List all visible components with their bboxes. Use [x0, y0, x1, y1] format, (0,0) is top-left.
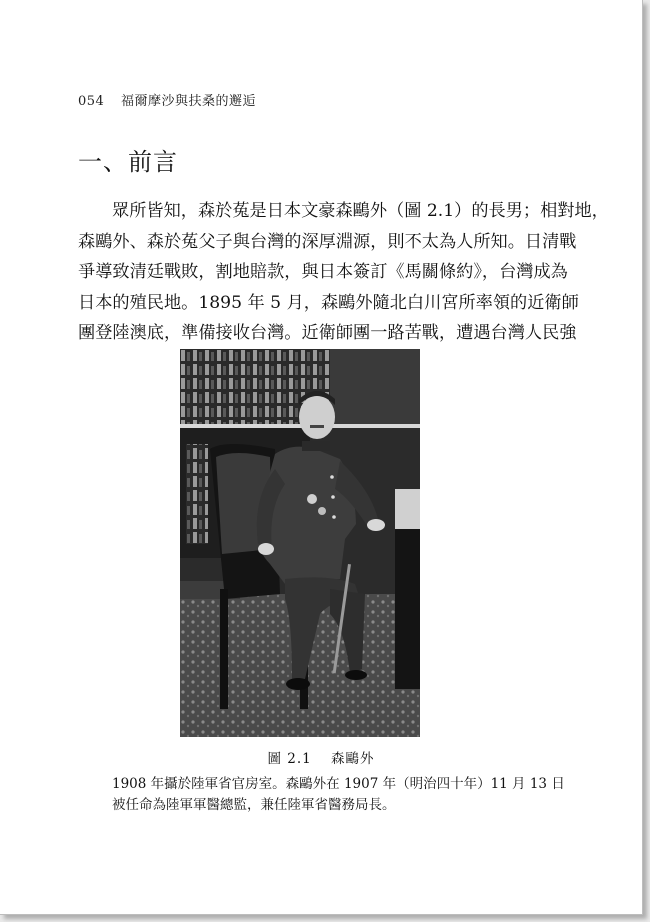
figure-title: 森鷗外	[331, 751, 375, 767]
body-paragraph	[78, 196, 609, 349]
book-title: 福爾摩沙與扶桑的邂逅	[120, 94, 256, 109]
caption-line: 1908 年攝於陸軍省官房室。森鷗外在 1907 年（明治四十年）11 月 13 日	[112, 776, 565, 792]
figure-number: 圖 2.1	[267, 751, 312, 767]
paragraph-line: 日本的殖民地。1895 年 5 月，森鷗外隨北白川宮所率領的近衛師	[78, 292, 579, 313]
paragraph-line: 森鷗外、森於菟父子與台灣的深厚淵源，則不太為人所知。日清戰	[78, 231, 577, 252]
paragraph-line: 團登陸澳底，準備接收台灣。近衛師團一路苦戰，遭遇台灣人民強	[78, 323, 577, 343]
caption-line: 被任命為陸軍軍醫總監，兼任陸軍省醫務局長。	[112, 797, 396, 813]
figure-caption-title	[0, 747, 642, 767]
page-number: 054	[78, 94, 105, 109]
portrait-photo	[180, 349, 420, 737]
paragraph-line: 眾所皆知，森於菟是日本文豪森鷗外（圖 2.1）的長男；相對地，	[112, 201, 609, 221]
figure-caption-text	[112, 774, 565, 816]
paragraph-line: 爭導致清廷戰敗，割地賠款，與日本簽訂《馬關條約》，台灣成為	[78, 262, 568, 282]
section-heading: 一、前言	[78, 148, 178, 176]
running-header	[78, 90, 256, 109]
